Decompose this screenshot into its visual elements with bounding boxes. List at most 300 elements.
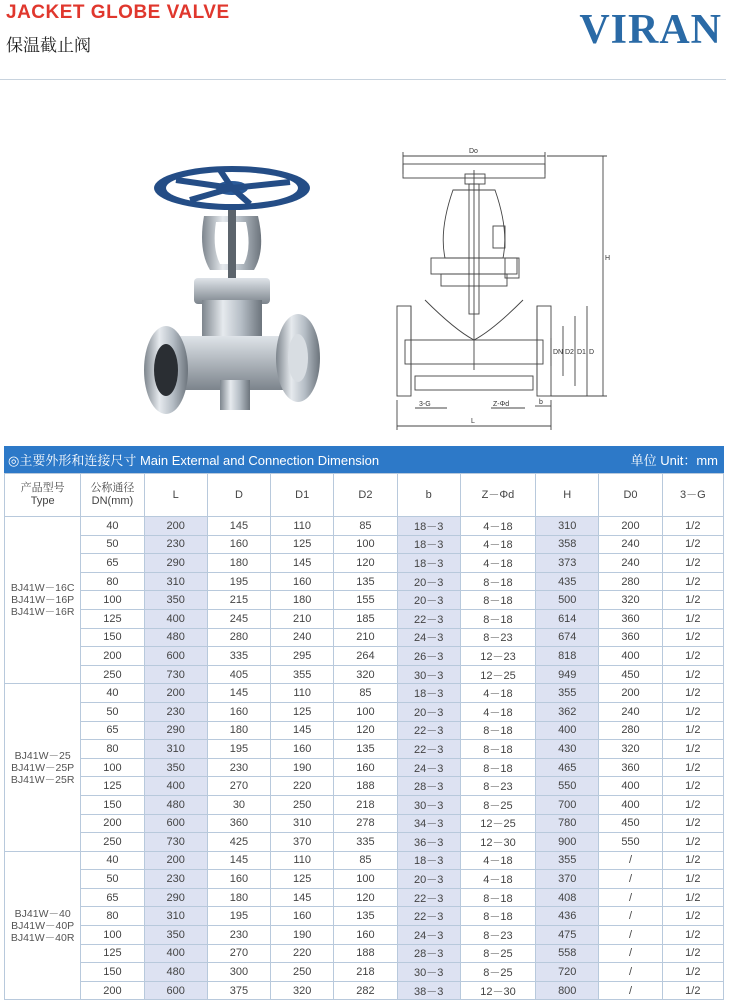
table-cell: 240	[599, 535, 662, 554]
table-cell: 38－3	[397, 981, 460, 1000]
brand-logo: VIRAN	[579, 7, 722, 53]
table-cell: 1/2	[662, 926, 723, 945]
table-cell: 8－18	[460, 721, 535, 740]
table-cell: 145	[271, 554, 334, 573]
table-cell: 362	[536, 702, 599, 721]
table-cell: 310	[271, 814, 334, 833]
table-cell: 8－25	[460, 944, 535, 963]
table-cell: /	[599, 907, 662, 926]
table-cell: 8－23	[460, 926, 535, 945]
table-cell: 22－3	[397, 721, 460, 740]
table-cell: 264	[334, 647, 397, 666]
table-cell: 1/2	[662, 851, 723, 870]
table-cell: 20－3	[397, 591, 460, 610]
valve-photo	[140, 160, 320, 430]
label-b: b	[539, 399, 543, 406]
table-cell: 1/2	[662, 647, 723, 666]
table-cell: 230	[144, 535, 207, 554]
table-cell: 550	[599, 833, 662, 852]
table-cell: 200	[81, 647, 144, 666]
table-cell: 40	[81, 684, 144, 703]
table-cell: 180	[207, 554, 270, 573]
table-cell: 230	[207, 926, 270, 945]
table-cell: 100	[334, 870, 397, 889]
table-cell: 1/2	[662, 684, 723, 703]
table-cell: /	[599, 981, 662, 1000]
table-cell: 210	[271, 609, 334, 628]
table-cell: 1/2	[662, 721, 723, 740]
table-row	[5, 591, 724, 610]
table-cell: 65	[81, 721, 144, 740]
table-cell: 400	[144, 609, 207, 628]
type-label: BJ41W－25	[14, 749, 71, 762]
table-cell: 200	[81, 814, 144, 833]
table-row	[5, 833, 724, 852]
table-cell: 160	[207, 702, 270, 721]
type-label: BJ41W－16R	[10, 606, 75, 619]
table-row	[5, 517, 724, 536]
table-cell: 8－18	[460, 572, 535, 591]
table-cell: 335	[207, 647, 270, 666]
table-title: ◎主要外形和连接尺寸 Main External and Connection Dimension	[8, 453, 380, 468]
table-cell: 310	[536, 517, 599, 536]
table-cell: 190	[271, 926, 334, 945]
col-l: L	[144, 474, 207, 517]
table-cell: 320	[599, 740, 662, 759]
type-cell	[5, 851, 81, 1000]
col-h: H	[536, 474, 599, 517]
table-cell: 150	[81, 628, 144, 647]
type-label: BJ41W－16P	[11, 594, 75, 607]
table-cell: 1/2	[662, 944, 723, 963]
type-label: BJ41W－25P	[11, 761, 75, 774]
table-cell: 400	[599, 647, 662, 666]
table-cell: 24－3	[397, 758, 460, 777]
table-cell: 400	[144, 777, 207, 796]
table-cell: 1/2	[662, 777, 723, 796]
table-cell: 50	[81, 870, 144, 889]
table-cell: 80	[81, 572, 144, 591]
table-cell: 110	[271, 851, 334, 870]
table-cell: 8－18	[460, 758, 535, 777]
label-h: H	[605, 255, 611, 262]
table-cell: 188	[334, 944, 397, 963]
table-cell: 80	[81, 907, 144, 926]
table-cell: 12－30	[460, 981, 535, 1000]
table-cell: 20－3	[397, 572, 460, 591]
table-cell: 355	[536, 684, 599, 703]
table-row	[5, 981, 724, 1000]
table-cell: 4－18	[460, 702, 535, 721]
table-row	[5, 609, 724, 628]
table-cell: 335	[334, 833, 397, 852]
table-cell: 1/2	[662, 591, 723, 610]
table-cell: 125	[81, 944, 144, 963]
table-cell: 180	[207, 888, 270, 907]
table-cell: 436	[536, 907, 599, 926]
table-cell: 160	[271, 572, 334, 591]
table-cell: 50	[81, 535, 144, 554]
table-cell: 220	[271, 944, 334, 963]
table-cell: 250	[81, 665, 144, 684]
table-cell: 425	[207, 833, 270, 852]
table-cell: 220	[271, 777, 334, 796]
table-row	[5, 758, 724, 777]
table-cell: 1/2	[662, 535, 723, 554]
table-cell: 125	[271, 535, 334, 554]
table-cell: 125	[271, 702, 334, 721]
table-cell: 720	[536, 963, 599, 982]
table-cell: 120	[334, 888, 397, 907]
table-cell: 450	[599, 814, 662, 833]
label-d: D	[589, 349, 595, 356]
table-cell: 278	[334, 814, 397, 833]
table-cell: 28－3	[397, 944, 460, 963]
table-cell: 730	[144, 833, 207, 852]
label-dn: DN	[553, 349, 564, 356]
table-cell: 280	[207, 628, 270, 647]
table-cell: 360	[599, 609, 662, 628]
table-cell: 230	[144, 870, 207, 889]
table-cell: 8－18	[460, 740, 535, 759]
col-d0: D0	[599, 474, 662, 517]
table-cell: 1/2	[662, 517, 723, 536]
table-row	[5, 851, 724, 870]
label-do: Do	[469, 148, 478, 155]
col-g: 3－G	[662, 474, 723, 517]
table-cell: 558	[536, 944, 599, 963]
table-cell: 250	[271, 963, 334, 982]
table-cell: 475	[536, 926, 599, 945]
table-cell: 1/2	[662, 628, 723, 647]
table-cell: 135	[334, 740, 397, 759]
table-row	[5, 963, 724, 982]
table-cell: 250	[271, 795, 334, 814]
table-cell: 405	[207, 665, 270, 684]
table-cell: 360	[599, 628, 662, 647]
valve-drawing	[395, 140, 625, 440]
table-cell: 408	[536, 888, 599, 907]
table-cell: 200	[144, 517, 207, 536]
col-d: D	[207, 474, 270, 517]
table-cell: 480	[144, 628, 207, 647]
table-row	[5, 647, 724, 666]
table-row	[5, 628, 724, 647]
table-cell: 40	[81, 851, 144, 870]
table-cell: 30	[207, 795, 270, 814]
table-row	[5, 795, 724, 814]
table-row	[5, 888, 724, 907]
table-cell: 22－3	[397, 888, 460, 907]
dimension-table	[4, 473, 724, 1000]
col-b: b	[397, 474, 460, 517]
table-cell: 65	[81, 554, 144, 573]
table-cell: 100	[81, 758, 144, 777]
table-cell: 780	[536, 814, 599, 833]
table-cell: 280	[599, 721, 662, 740]
col-zd: Z－Φd	[460, 474, 535, 517]
table-cell: 550	[536, 777, 599, 796]
table-cell: 26－3	[397, 647, 460, 666]
table-cell: 1/2	[662, 702, 723, 721]
table-cell: 50	[81, 702, 144, 721]
table-cell: 320	[334, 665, 397, 684]
table-row	[5, 944, 724, 963]
type-label: BJ41W－25R	[10, 773, 75, 786]
label-3g: 3-G	[419, 401, 431, 408]
table-cell: /	[599, 851, 662, 870]
table-body	[5, 517, 724, 1000]
table-cell: 355	[271, 665, 334, 684]
table-cell: 230	[144, 702, 207, 721]
table-row	[5, 926, 724, 945]
table-cell: 358	[536, 535, 599, 554]
table-header-row	[5, 474, 724, 517]
table-cell: 160	[334, 926, 397, 945]
table-cell: 22－3	[397, 740, 460, 759]
table-cell: /	[599, 870, 662, 889]
table-cell: 100	[334, 535, 397, 554]
table-cell: 250	[81, 833, 144, 852]
table-row	[5, 907, 724, 926]
table-cell: 370	[271, 833, 334, 852]
product-subtitle: 保温截止阀	[6, 36, 91, 56]
table-row	[5, 702, 724, 721]
table-cell: 160	[334, 758, 397, 777]
table-cell: 350	[144, 758, 207, 777]
table-cell: 200	[81, 981, 144, 1000]
table-cell: 200	[144, 684, 207, 703]
table-cell: 180	[207, 721, 270, 740]
table-cell: 290	[144, 888, 207, 907]
table-cell: 240	[599, 554, 662, 573]
table-cell: 1/2	[662, 740, 723, 759]
table-cell: 160	[207, 870, 270, 889]
table-cell: 8－18	[460, 907, 535, 926]
table-cell: 18－3	[397, 851, 460, 870]
table-cell: 18－3	[397, 535, 460, 554]
table-cell: 145	[207, 517, 270, 536]
table-row	[5, 684, 724, 703]
table-cell: 4－18	[460, 517, 535, 536]
table-cell: /	[599, 963, 662, 982]
type-label: BJ41W－16C	[10, 582, 75, 595]
table-cell: 465	[536, 758, 599, 777]
table-cell: 8－25	[460, 795, 535, 814]
table-cell: 700	[536, 795, 599, 814]
table-cell: 200	[599, 517, 662, 536]
table-cell: 30－3	[397, 665, 460, 684]
table-cell: 12－25	[460, 665, 535, 684]
label-l: L	[471, 418, 475, 425]
table-cell: 4－18	[460, 870, 535, 889]
table-cell: 30－3	[397, 963, 460, 982]
table-cell: 600	[144, 981, 207, 1000]
table-cell: 188	[334, 777, 397, 796]
table-cell: 295	[271, 647, 334, 666]
table-cell: 1/2	[662, 870, 723, 889]
table-cell: 135	[334, 907, 397, 926]
table-cell: 614	[536, 609, 599, 628]
table-cell: 85	[334, 517, 397, 536]
table-cell: 600	[144, 647, 207, 666]
table-cell: 65	[81, 888, 144, 907]
table-cell: 18－3	[397, 554, 460, 573]
table-cell: 270	[207, 777, 270, 796]
table-cell: 400	[536, 721, 599, 740]
table-cell: 800	[536, 981, 599, 1000]
table-cell: 40	[81, 517, 144, 536]
table-cell: 1/2	[662, 814, 723, 833]
table-cell: 85	[334, 684, 397, 703]
table-cell: 355	[536, 851, 599, 870]
table-cell: 125	[271, 870, 334, 889]
type-cell	[5, 517, 81, 684]
table-cell: 100	[334, 702, 397, 721]
table-cell: 185	[334, 609, 397, 628]
table-cell: 190	[271, 758, 334, 777]
table-cell: 34－3	[397, 814, 460, 833]
table-cell: 20－3	[397, 702, 460, 721]
table-cell: 180	[271, 591, 334, 610]
table-cell: 210	[334, 628, 397, 647]
table-cell: 145	[271, 721, 334, 740]
table-cell: 125	[81, 609, 144, 628]
table-cell: /	[599, 888, 662, 907]
table-cell: 1/2	[662, 572, 723, 591]
table-cell: 290	[144, 554, 207, 573]
table-row	[5, 535, 724, 554]
type-label: BJ41W－40P	[11, 919, 75, 932]
table-cell: 8－18	[460, 609, 535, 628]
table-cell: 674	[536, 628, 599, 647]
table-cell: 1/2	[662, 833, 723, 852]
table-cell: 12－30	[460, 833, 535, 852]
table-cell: 145	[207, 684, 270, 703]
table-cell: 218	[334, 795, 397, 814]
table-cell: 500	[536, 591, 599, 610]
col-d1: D1	[271, 474, 334, 517]
table-cell: 245	[207, 609, 270, 628]
table-cell: 20－3	[397, 870, 460, 889]
table-cell: 160	[271, 907, 334, 926]
header-divider	[0, 79, 726, 80]
table-cell: 280	[599, 572, 662, 591]
table-cell: 400	[144, 944, 207, 963]
table-cell: 8－18	[460, 888, 535, 907]
table-cell: 22－3	[397, 609, 460, 628]
table-cell: 100	[81, 591, 144, 610]
table-cell: /	[599, 944, 662, 963]
table-cell: 1/2	[662, 795, 723, 814]
table-cell: 310	[144, 740, 207, 759]
table-cell: 100	[81, 926, 144, 945]
label-d1: D1	[577, 349, 586, 356]
table-cell: 145	[271, 888, 334, 907]
table-cell: 24－3	[397, 926, 460, 945]
table-cell: 4－18	[460, 851, 535, 870]
table-cell: 450	[599, 665, 662, 684]
table-cell: 375	[207, 981, 270, 1000]
table-cell: 430	[536, 740, 599, 759]
table-cell: 12－25	[460, 814, 535, 833]
col-dn: 公称通径 DN(mm)	[81, 474, 144, 517]
table-cell: 120	[334, 554, 397, 573]
col-type: 产品型号 Type	[5, 474, 81, 517]
table-cell: 240	[271, 628, 334, 647]
table-cell: 8－25	[460, 963, 535, 982]
table-cell: 8－23	[460, 777, 535, 796]
table-cell: 818	[536, 647, 599, 666]
table-cell: 22－3	[397, 907, 460, 926]
table-cell: 160	[207, 535, 270, 554]
table-cell: 400	[599, 795, 662, 814]
table-cell: 1/2	[662, 554, 723, 573]
table-cell: /	[599, 926, 662, 945]
table-cell: 4－18	[460, 684, 535, 703]
table-cell: 24－3	[397, 628, 460, 647]
table-cell: 400	[599, 777, 662, 796]
table-cell: 30－3	[397, 795, 460, 814]
table-cell: 218	[334, 963, 397, 982]
table-cell: 195	[207, 572, 270, 591]
table-cell: 290	[144, 721, 207, 740]
table-cell: 18－3	[397, 684, 460, 703]
label-d2: D2	[565, 349, 574, 356]
table-cell: 110	[271, 517, 334, 536]
table-unit: 单位 Unit：mm	[630, 453, 718, 468]
table-cell: 1/2	[662, 665, 723, 684]
table-row	[5, 814, 724, 833]
table-row	[5, 572, 724, 591]
table-row	[5, 777, 724, 796]
table-cell: 1/2	[662, 888, 723, 907]
table-cell: 195	[207, 907, 270, 926]
table-cell: 1/2	[662, 981, 723, 1000]
table-cell: 350	[144, 926, 207, 945]
table-cell: 435	[536, 572, 599, 591]
table-cell: 215	[207, 591, 270, 610]
col-d2: D2	[334, 474, 397, 517]
table-cell: 320	[599, 591, 662, 610]
table-cell: 320	[271, 981, 334, 1000]
table-cell: 949	[536, 665, 599, 684]
table-cell: 1/2	[662, 758, 723, 777]
table-row	[5, 665, 724, 684]
table-cell: 370	[536, 870, 599, 889]
table-cell: 480	[144, 795, 207, 814]
table-cell: 1/2	[662, 963, 723, 982]
table-cell: 135	[334, 572, 397, 591]
table-cell: 350	[144, 591, 207, 610]
table-cell: 282	[334, 981, 397, 1000]
table-cell: 600	[144, 814, 207, 833]
table-cell: 8－18	[460, 591, 535, 610]
table-cell: 145	[207, 851, 270, 870]
table-cell: 150	[81, 795, 144, 814]
table-cell: 18－3	[397, 517, 460, 536]
type-label: BJ41W－40	[14, 907, 71, 920]
table-cell: 1/2	[662, 609, 723, 628]
table-cell: 230	[207, 758, 270, 777]
table-cell: 80	[81, 740, 144, 759]
table-cell: 4－18	[460, 554, 535, 573]
table-banner	[4, 446, 724, 473]
table-cell: 12－23	[460, 647, 535, 666]
table-cell: 360	[207, 814, 270, 833]
table-row	[5, 870, 724, 889]
table-cell: 240	[599, 702, 662, 721]
